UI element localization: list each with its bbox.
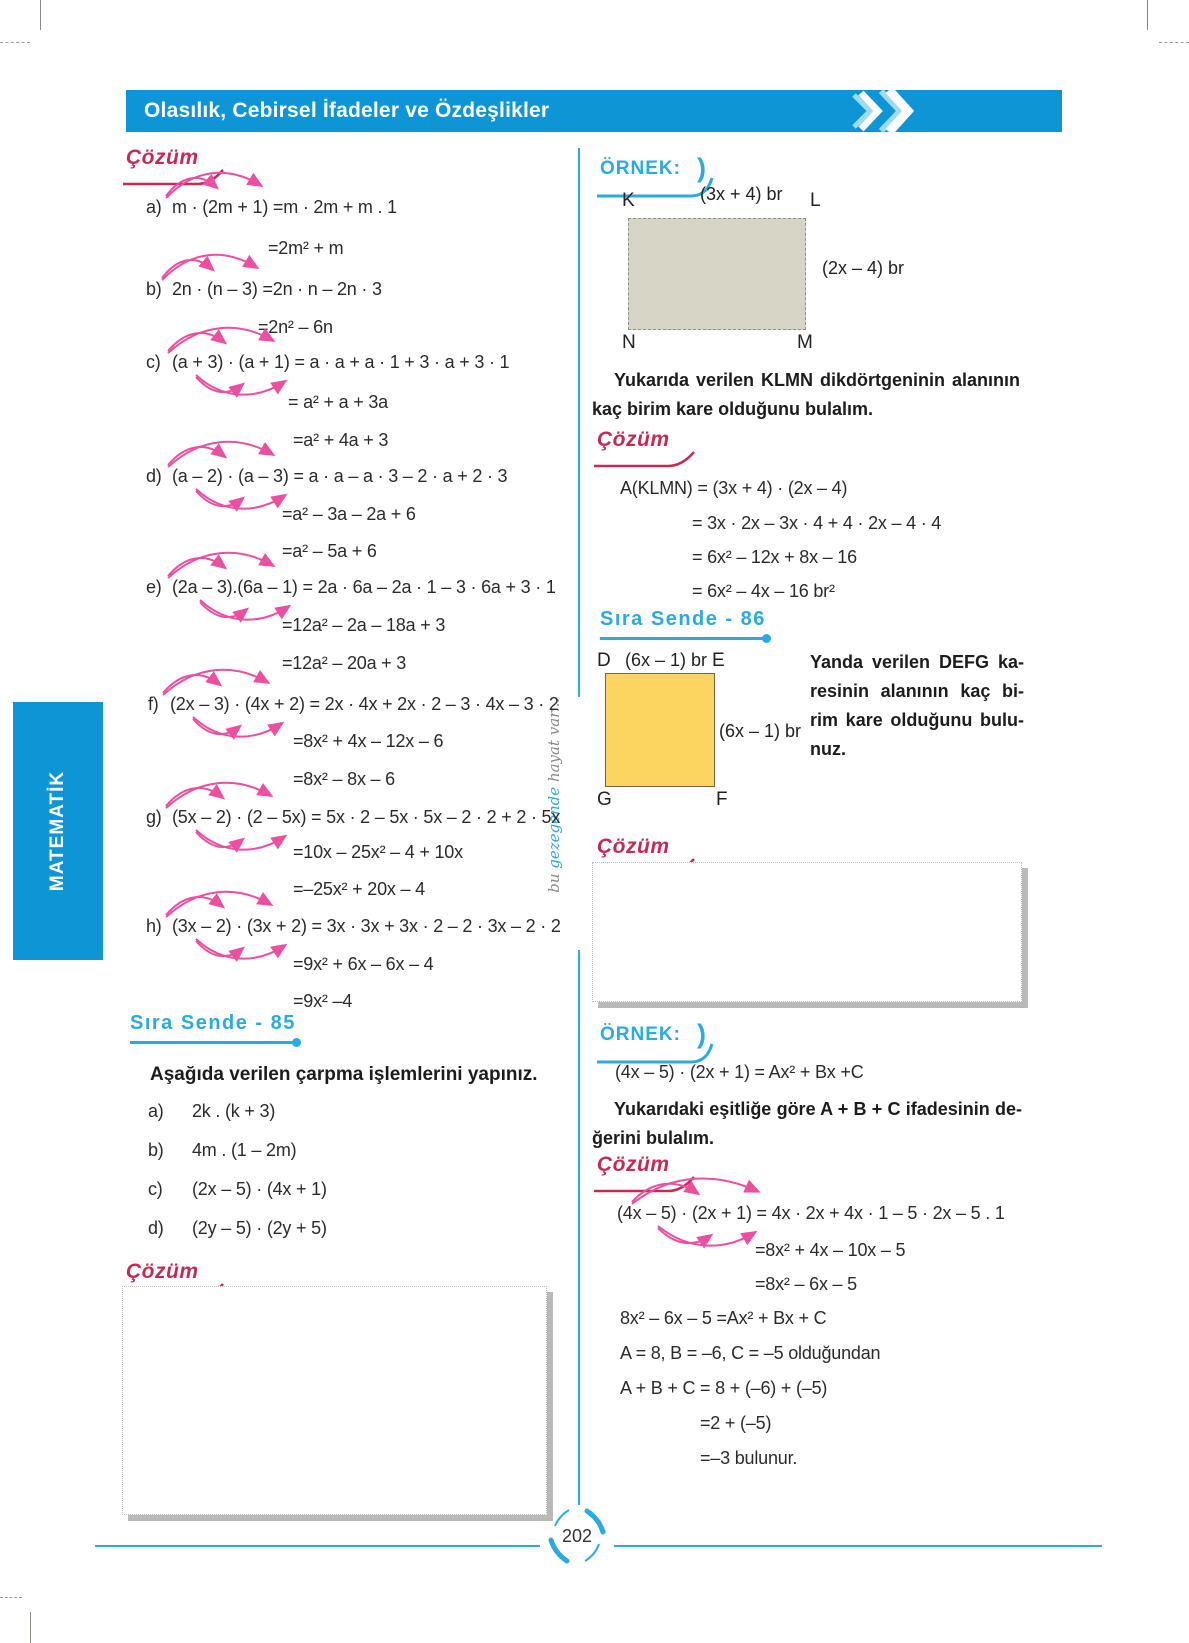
margin-note-part3: hayat var... [545, 698, 563, 787]
statement-line: Yukarıdaki eşitliğe göre A + B + C ifadesinin de- [614, 1099, 1022, 1119]
corner-label-l: L [810, 190, 821, 211]
solution-line: =a² + 4a + 3 [293, 430, 389, 450]
solution-line: =–3 bulunur. [700, 1448, 798, 1468]
crop-mark [30, 1612, 31, 1643]
statement-line: Yukarıda verilen KLMN dikdörtgeninin alanının [614, 370, 1020, 390]
solution-line: =10x – 25x² – 4 + 10x [293, 842, 463, 862]
ornek-paren: ) [696, 1019, 706, 1049]
corner-label-n: N [622, 332, 636, 353]
solution-line: = 3x · 2x – 3x · 4 + 4 · 2x – 4 · 4 [692, 513, 942, 533]
item-label: d) [146, 466, 162, 486]
underline-dot [762, 634, 771, 643]
sira-sende-86-title: Sıra Sende - 86 [600, 608, 766, 630]
solution-item-h [146, 916, 561, 937]
sira-sende-86-header [600, 608, 768, 640]
exercise-item [148, 1179, 327, 1200]
sidebar-subject-label: MATEMATİK [47, 770, 68, 892]
distribution-arrows-icon [622, 1176, 772, 1206]
solution-item-a [146, 197, 397, 218]
item-expression: (3x – 2) · (3x + 2) = 3x · 3x + 3x · 2 – 2 · 3x – 2 · 2 [172, 916, 561, 936]
item-label: c) [148, 1179, 163, 1199]
problem-statement [592, 1095, 1022, 1153]
crop-mark [0, 1597, 22, 1598]
solution-item-b [146, 279, 382, 300]
cozum-underline [594, 449, 706, 469]
solution-item-d [146, 466, 507, 487]
footer-rule [95, 1545, 540, 1547]
solution-line: A(KLMN) = (3x + 4) · (2x – 4) [620, 478, 848, 498]
item-expression: (a – 2) · (a – 3) = a · a – a · 3 – 2 · a + 2 · 3 [172, 466, 508, 486]
klmn-figure [592, 182, 1022, 353]
solution-line: =8x² + 4x – 10x – 5 [755, 1240, 906, 1260]
corner-label-f: F [716, 789, 728, 810]
cozum-label-text: Çözüm [597, 835, 670, 858]
cozum-label-text: Çözüm [126, 1260, 199, 1283]
solution-item-e [146, 577, 556, 598]
corner-label-e: E [712, 650, 725, 671]
distribution-arrows-icon [188, 828, 298, 854]
statement-line: ğerini bulalım. [592, 1128, 715, 1148]
distribution-arrows-icon [154, 252, 274, 282]
solution-line: (4x – 5) · (2x + 1) = 4x · 2x + 4x · 1 – 5 · 2x – 5 . 1 [617, 1203, 1005, 1223]
page-number: 202 [561, 1526, 593, 1546]
ornek-label [600, 1016, 730, 1052]
sira-sende-85-title: Sıra Sende - 85 [130, 1012, 296, 1034]
item-expression: (5x – 2) · (2 – 5x) = 5x · 2 – 5x · 5x – 2 · 2 + 2 · 5x [172, 807, 561, 827]
defg-top-dimension: (6x – 1) br [625, 650, 708, 670]
item-label: d) [148, 1218, 164, 1238]
cozum-label-text: Çözüm [126, 146, 199, 169]
solution-line: =a² – 3a – 2a + 6 [282, 504, 416, 524]
sidebar-subject-tab [13, 702, 103, 960]
exercise-item [148, 1101, 275, 1122]
margin-note-part2: gezegende [545, 786, 563, 869]
crop-mark [40, 0, 41, 30]
solution-line: =a² – 5a + 6 [282, 541, 377, 561]
solution-line: =12a² – 2a – 18a + 3 [282, 615, 446, 635]
solution-line: = a² + a + 3a [288, 392, 388, 412]
solution-line: =9x² –4 [293, 991, 353, 1011]
footer-rule [614, 1545, 1102, 1547]
crop-mark [0, 42, 30, 43]
item-label: b) [146, 279, 162, 299]
exercise-item [148, 1140, 296, 1161]
distribution-arrows-icon [158, 170, 278, 200]
item-label: f) [148, 694, 159, 714]
problem-statement [592, 366, 1020, 424]
distribution-arrows-icon [158, 889, 288, 919]
defg-square [605, 673, 715, 787]
cozum-label-text: Çözüm [597, 428, 670, 451]
solution-line: = 6x² – 12x + 8x – 16 [692, 547, 857, 567]
solution-item-f [148, 694, 559, 715]
solution-line: =2 + (–5) [700, 1413, 772, 1433]
answer-box [592, 862, 1022, 1002]
distribution-arrows-icon [188, 937, 298, 963]
sira-sende-underline [600, 637, 768, 640]
solution-line: 8x² – 6x – 5 =Ax² + Bx + C [620, 1308, 827, 1328]
crop-mark [1159, 42, 1189, 43]
distribution-arrows-icon [650, 1224, 770, 1250]
solution-line: =12a² – 20a + 3 [282, 653, 407, 673]
answer-box [122, 1286, 547, 1515]
solution-line: =2m² + m [268, 238, 344, 258]
item-expression: (2y – 5) · (2y + 5) [192, 1218, 327, 1238]
diamond-page-number-badge [545, 1504, 609, 1568]
item-label: e) [146, 577, 162, 597]
crop-mark [1147, 0, 1148, 30]
distribution-arrows-icon [160, 325, 290, 355]
underline-dot [292, 1038, 301, 1047]
ornek-label-text: ÖRNEK: [600, 1024, 681, 1045]
statement-line: rim kare olduğunu bulu- [810, 710, 1024, 730]
exercise-prompt: Aşağıda verilen çarpma işlemlerini yapınız. [150, 1064, 538, 1085]
solution-line: = 6x² – 4x – 16 br² [692, 581, 835, 601]
solution-line: A + B + C = 8 + (–6) + (–5) [620, 1378, 828, 1398]
problem-statement [810, 648, 1024, 764]
solution-line: =9x² + 6x – 6x – 4 [293, 954, 434, 974]
klmn-right-dimension: (2x – 4) br [822, 258, 905, 278]
solution-line: =–25x² + 20x – 4 [293, 879, 425, 899]
solution-item-g [146, 807, 560, 828]
solution-line: =8x² + 4x – 12x – 6 [293, 731, 444, 751]
statement-line: kaç birim kare olduğunu bulalım. [592, 399, 874, 419]
chapter-header-bar [126, 90, 1062, 132]
item-expression: (2x – 3) · (4x + 2) = 2x · 4x + 2x · 2 – 3 · 4x – 3 · 2 [170, 694, 559, 714]
distribution-arrows-icon [155, 667, 285, 697]
item-label: a) [146, 197, 162, 217]
statement-line: resinin alanının kaç bi- [810, 681, 1024, 701]
item-expression: (2x – 5) · (4x + 1) [192, 1179, 327, 1199]
cozum-label-text: Çözüm [597, 1153, 670, 1176]
corner-label-g: G [597, 789, 612, 810]
defg-right-dimension: (6x – 1) br [719, 721, 802, 741]
column-divider [578, 950, 580, 1505]
corner-label-k: K [622, 190, 635, 211]
item-label: a) [148, 1101, 164, 1121]
solution-line: =8x² – 8x – 6 [293, 769, 395, 789]
distribution-arrows-icon [185, 715, 295, 741]
statement-line: Yanda verilen DEFG ka- [810, 652, 1024, 672]
distribution-arrows-icon [188, 373, 298, 399]
distribution-arrows-icon [160, 550, 290, 580]
double-chevron-right-icon [840, 90, 920, 132]
item-expression: 2k . (k + 3) [192, 1101, 276, 1121]
sira-sende-underline [130, 1041, 298, 1044]
distribution-arrows-icon [158, 780, 288, 810]
distribution-arrows-icon [160, 439, 290, 469]
item-expression: 2n · (n – 3) =2n · n – 2n · 3 [172, 279, 382, 299]
solution-line: =8x² – 6x – 5 [755, 1274, 857, 1294]
statement-line: nuz. [810, 739, 846, 759]
ornek-label-text: ÖRNEK: [600, 158, 681, 179]
corner-label-m: M [797, 332, 813, 353]
klmn-rectangle [628, 218, 806, 330]
solution-line: =2n² – 6n [258, 317, 333, 337]
corner-label-d: D [597, 650, 611, 671]
klmn-top-dimension: (3x + 4) br [700, 184, 783, 204]
ornek-label [600, 150, 730, 186]
ornek-paren: ) [696, 153, 706, 183]
item-label: b) [148, 1140, 164, 1160]
sira-sende-85-header [130, 1012, 298, 1044]
item-label: c) [146, 352, 161, 372]
item-label: g) [146, 807, 162, 827]
solution-line: A = 8, B = –6, C = –5 olduğundan [620, 1343, 881, 1363]
solution-item-c [146, 352, 509, 373]
margin-note-part1: bu [545, 868, 563, 893]
item-expression: 4m . (1 – 2m) [192, 1140, 297, 1160]
column-divider [578, 148, 580, 697]
item-expression: (a + 3) · (a + 1) = a · a + a · 1 + 3 · a + 3 · 1 [172, 352, 510, 372]
exercise-item [148, 1218, 327, 1239]
given-equation: (4x – 5) · (2x + 1) = Ax² + Bx +C [615, 1062, 864, 1082]
cozum-label [597, 428, 707, 462]
item-expression: m · (2m + 1) =m · 2m + m . 1 [172, 197, 397, 217]
chapter-title: Olasılık, Cebirsel İfadeler ve Özdeşlikler [144, 99, 550, 122]
item-expression: (2a – 3).(6a – 1) = 2a · 6a – 2a · 1 – 3 · 6a + 3 · 1 [172, 577, 556, 597]
item-label: h) [146, 916, 162, 936]
